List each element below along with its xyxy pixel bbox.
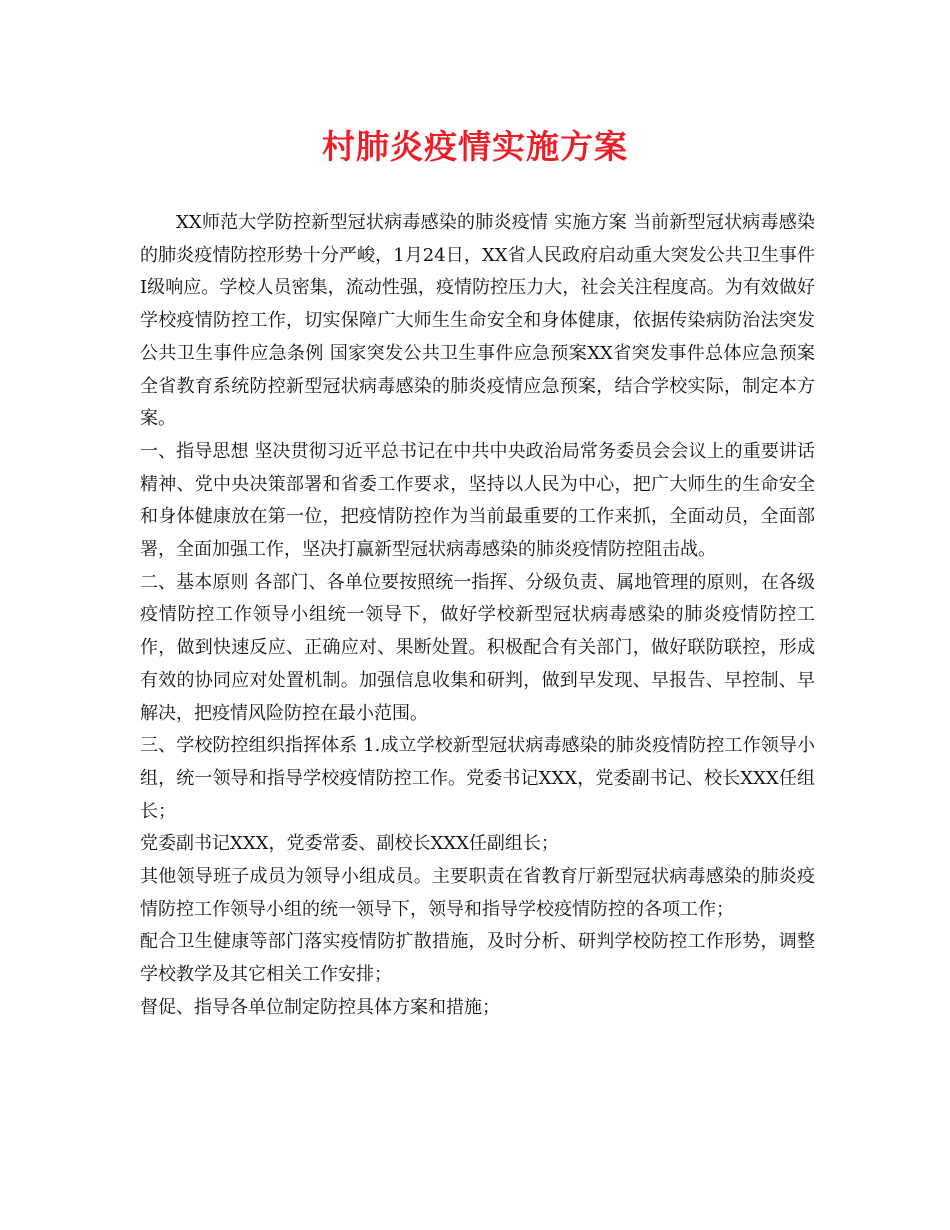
section-command-system: 三、学校防控组织指挥体系 1.成立学校新型冠状病毒感染的肺炎疫情防控工作领导小组，统一领导和指导学校疫情防控工作。党委书记XXX，党委副书记、校长XXX任组长； — [140, 735, 815, 822]
section-basic-principles: 二、基本原则 各部门、各单位要按照统一指挥、分级负责、属地管理的原则，在各级疫情防控工作领导小组统一领导下，做好学校新型冠状病毒感染的肺炎疫情防控工作，做到快速反应、正确应对、果断处置。积极配合有关部门，做好联防联控，形成有效的协同应对处置机制。加强信息收集和研判，做到早发现、早报告、早控制、早解决，把疫情风险防控在最小范围。 — [140, 571, 815, 724]
intro-paragraph: XX师范大学防控新型冠状病毒感染的肺炎疫情 实施方案 当前新型冠状病毒感染的肺炎疫情防控形势十分严峻，1月24日，XX省人民政府启动重大突发公共卫生事件Ⅰ级响应。学校人员密集，流动性强，疫情防控压力大，社会关注程度高。为有效做好学校疫情防控工作，切实保障广大师生生命安全和身体健康，依据传染病防治法突发公共卫生事件应急条例 国家突发公共卫生事件应急预案XX省突发事件总体应急预案全省教育系统防控新型冠状病毒感染的肺炎疫情应急预案，结合学校实际，制定本方案。 — [140, 212, 815, 430]
supervision-paragraph: 督促、指导各单位制定防控具体方案和措施； — [140, 996, 500, 1018]
document-title: 村肺炎疫情实施方案 — [322, 127, 628, 166]
section-guiding-ideology: 一、指导思想 坚决贯彻习近平总书记在中共中央政治局常务委员会会议上的重要讲话精神、党中央决策部署和省委工作要求，坚持以人民为中心，把广大师生的生命安全和身体健康放在第一位，把疫情防控作为当前最重要的工作来抓，全面动员，全面部署，全面加强工作，坚决打赢新型冠状病毒感染的肺炎疫情防控阻击战。 — [140, 440, 815, 561]
members-duties-paragraph: 其他领导班子成员为领导小组成员。主要职责在省教育厅新型冠状病毒感染的肺炎疫情防控工作领导小组的统一领导下，领导和指导学校疫情防控的各项工作； — [140, 866, 815, 920]
document-body — [140, 207, 815, 1025]
deputy-leaders-paragraph: 党委副书记XXX，党委常委、副校长XXX任副组长； — [140, 833, 559, 855]
cooperation-paragraph: 配合卫生健康等部门落实疫情防扩散措施，及时分析、研判学校防控工作形势，调整学校教学及其它相关工作安排； — [140, 931, 815, 986]
